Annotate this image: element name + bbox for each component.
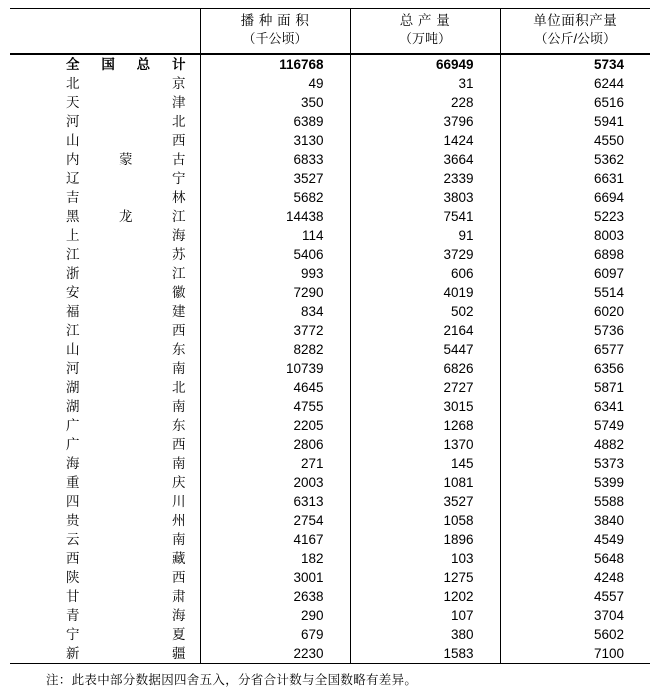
sown-area-cell: 116768 xyxy=(200,54,350,74)
region-name-cell: 江苏 xyxy=(66,246,186,262)
table-row xyxy=(10,207,650,226)
region-name-cell: 辽宁 xyxy=(66,170,186,186)
table-row xyxy=(10,264,650,283)
total-output-cell: 1202 xyxy=(350,587,500,606)
total-output-cell: 1370 xyxy=(350,435,500,454)
total-output-cell: 3664 xyxy=(350,150,500,169)
table-row xyxy=(10,359,650,378)
table-row xyxy=(10,492,650,511)
yield-per-area-cell: 5734 xyxy=(500,54,650,74)
yield-per-area-cell: 6097 xyxy=(500,264,650,283)
sown-area-cell: 993 xyxy=(200,264,350,283)
yield-per-area-cell: 6898 xyxy=(500,245,650,264)
sown-area-cell: 2638 xyxy=(200,587,350,606)
total-output-cell: 502 xyxy=(350,302,500,321)
yield-per-area-cell: 4550 xyxy=(500,131,650,150)
yield-per-area-cell: 4248 xyxy=(500,568,650,587)
column-header-yield-per-area xyxy=(500,9,650,54)
region-name-cell: 北京 xyxy=(66,75,186,91)
yield-per-area-cell: 6341 xyxy=(500,397,650,416)
yield-per-area-cell: 5648 xyxy=(500,549,650,568)
total-output-cell: 66949 xyxy=(350,54,500,74)
yield-per-area-cell: 6694 xyxy=(500,188,650,207)
region-name-cell: 山西 xyxy=(66,132,186,148)
table-row xyxy=(10,74,650,93)
sown-area-cell: 834 xyxy=(200,302,350,321)
sown-area-cell: 6313 xyxy=(200,492,350,511)
table-row xyxy=(10,340,650,359)
table-header-row xyxy=(10,9,650,54)
yield-per-area-cell: 5223 xyxy=(500,207,650,226)
total-output-cell: 3527 xyxy=(350,492,500,511)
table-row xyxy=(10,644,650,663)
total-output-cell: 2164 xyxy=(350,321,500,340)
region-name-cell: 吉林 xyxy=(66,189,186,205)
total-output-cell: 1081 xyxy=(350,473,500,492)
total-output-cell: 1275 xyxy=(350,568,500,587)
table-row xyxy=(10,454,650,473)
total-output-cell: 3803 xyxy=(350,188,500,207)
table-row xyxy=(10,226,650,245)
region-name-cell: 广西 xyxy=(66,436,186,452)
table-row xyxy=(10,93,650,112)
column-header-total-output-line2: （万吨） xyxy=(398,31,451,47)
table-row xyxy=(10,131,650,150)
region-name-cell: 福建 xyxy=(66,303,186,319)
region-name-cell: 河南 xyxy=(66,360,186,376)
region-name-cell: 山东 xyxy=(66,341,186,357)
total-output-cell: 606 xyxy=(350,264,500,283)
table-row xyxy=(10,416,650,435)
total-output-cell: 2727 xyxy=(350,378,500,397)
table-footnote: 注：此表中部分数据因四舍五入，分省合计数与全国数略有差异。 xyxy=(46,672,418,687)
region-name-cell: 全国总计 xyxy=(10,54,200,74)
table-header xyxy=(10,9,650,54)
sown-area-cell: 5406 xyxy=(200,245,350,264)
column-header-total-output-line1: 总 产 量 xyxy=(399,13,451,28)
region-name-cell: 湖南 xyxy=(66,398,186,414)
region-name-cell: 江西 xyxy=(66,322,186,338)
sown-area-cell: 3001 xyxy=(200,568,350,587)
total-output-cell: 3015 xyxy=(350,397,500,416)
sown-area-cell: 4645 xyxy=(200,378,350,397)
yield-per-area-cell: 6356 xyxy=(500,359,650,378)
total-output-cell: 2339 xyxy=(350,169,500,188)
yield-per-area-cell: 5871 xyxy=(500,378,650,397)
sown-area-cell: 679 xyxy=(200,625,350,644)
table-row xyxy=(10,530,650,549)
column-header-sown-area xyxy=(200,9,350,54)
region-name-cell: 宁夏 xyxy=(66,626,186,642)
yield-per-area-cell: 3840 xyxy=(500,511,650,530)
sown-area-cell: 7290 xyxy=(200,283,350,302)
total-output-cell: 228 xyxy=(350,93,500,112)
region-name-cell: 四川 xyxy=(66,493,186,509)
yield-per-area-cell: 6020 xyxy=(500,302,650,321)
sown-area-cell: 49 xyxy=(200,74,350,93)
table-row xyxy=(10,54,650,74)
table-row xyxy=(10,549,650,568)
region-name-cell: 海南 xyxy=(66,455,186,471)
sown-area-cell: 114 xyxy=(200,226,350,245)
region-name-cell: 甘肃 xyxy=(66,588,186,604)
region-name-cell: 河北 xyxy=(66,113,186,129)
yield-per-area-cell: 5399 xyxy=(500,473,650,492)
total-output-cell: 3796 xyxy=(350,112,500,131)
total-output-cell: 103 xyxy=(350,549,500,568)
total-output-cell: 1268 xyxy=(350,416,500,435)
yield-per-area-cell: 7100 xyxy=(500,644,650,663)
column-header-sown-area-line1: 播 种 面 积 xyxy=(240,13,310,28)
total-output-cell: 1896 xyxy=(350,530,500,549)
region-name-cell: 贵州 xyxy=(66,512,186,528)
sown-area-cell: 4755 xyxy=(200,397,350,416)
yield-per-area-cell: 5362 xyxy=(500,150,650,169)
sown-area-cell: 8282 xyxy=(200,340,350,359)
sown-area-cell: 290 xyxy=(200,606,350,625)
region-name-cell: 内蒙古 xyxy=(66,151,186,167)
region-name-cell: 重庆 xyxy=(66,474,186,490)
sown-area-cell: 2806 xyxy=(200,435,350,454)
sown-area-cell: 2230 xyxy=(200,644,350,663)
sown-area-cell: 271 xyxy=(200,454,350,473)
sown-area-cell: 6833 xyxy=(200,150,350,169)
region-name-cell: 新疆 xyxy=(66,645,186,661)
table-row xyxy=(10,321,650,340)
column-header-sown-area-line2: （千公顷） xyxy=(242,31,308,47)
table-row xyxy=(10,435,650,454)
column-header-total-output xyxy=(350,9,500,54)
sown-area-cell: 182 xyxy=(200,549,350,568)
sown-area-cell: 3772 xyxy=(200,321,350,340)
table-row xyxy=(10,606,650,625)
table-row xyxy=(10,283,650,302)
yield-per-area-cell: 5736 xyxy=(500,321,650,340)
table-row xyxy=(10,511,650,530)
region-name-cell: 上海 xyxy=(66,227,186,243)
yield-per-area-cell: 6577 xyxy=(500,340,650,359)
total-output-cell: 91 xyxy=(350,226,500,245)
table-row xyxy=(10,302,650,321)
yield-per-area-cell: 4549 xyxy=(500,530,650,549)
table-row xyxy=(10,587,650,606)
region-name-cell: 青海 xyxy=(66,607,186,623)
region-name-cell: 浙江 xyxy=(66,265,186,281)
region-name-cell: 天津 xyxy=(66,94,186,110)
sown-area-cell: 2754 xyxy=(200,511,350,530)
table-row xyxy=(10,188,650,207)
table-bottom-rule xyxy=(10,663,650,664)
table-row xyxy=(10,112,650,131)
yield-per-area-cell: 5602 xyxy=(500,625,650,644)
table-row xyxy=(10,378,650,397)
sown-area-cell: 3130 xyxy=(200,131,350,150)
table-body xyxy=(10,54,650,663)
table-row xyxy=(10,473,650,492)
total-output-cell: 380 xyxy=(350,625,500,644)
table-row xyxy=(10,568,650,587)
table-row xyxy=(10,625,650,644)
sown-area-cell: 6389 xyxy=(200,112,350,131)
total-output-cell: 7541 xyxy=(350,207,500,226)
sown-area-cell: 10739 xyxy=(200,359,350,378)
total-output-cell: 1058 xyxy=(350,511,500,530)
column-header-yield-per-area-line2: （公斤/公顷） xyxy=(534,31,617,47)
sown-area-cell: 350 xyxy=(200,93,350,112)
table-row xyxy=(10,397,650,416)
table-row xyxy=(10,150,650,169)
yield-per-area-cell: 5373 xyxy=(500,454,650,473)
yield-per-area-cell: 6244 xyxy=(500,74,650,93)
yield-per-area-cell: 5588 xyxy=(500,492,650,511)
total-output-cell: 1583 xyxy=(350,644,500,663)
region-name-cell: 湖北 xyxy=(66,379,186,395)
yield-per-area-cell: 4557 xyxy=(500,587,650,606)
yield-per-area-cell: 5749 xyxy=(500,416,650,435)
yield-per-area-cell: 3704 xyxy=(500,606,650,625)
column-header-yield-per-area-line1: 单位面积产量 xyxy=(533,13,618,28)
region-name-cell: 黑龙江 xyxy=(66,208,186,224)
yield-per-area-cell: 5514 xyxy=(500,283,650,302)
sown-area-cell: 14438 xyxy=(200,207,350,226)
region-name-cell: 安徽 xyxy=(66,284,186,300)
region-name-cell: 西藏 xyxy=(66,550,186,566)
total-output-cell: 107 xyxy=(350,606,500,625)
total-output-cell: 3729 xyxy=(350,245,500,264)
table-row xyxy=(10,169,650,188)
sown-area-cell: 2205 xyxy=(200,416,350,435)
crop-statistics-table xyxy=(10,8,650,663)
total-output-cell: 145 xyxy=(350,454,500,473)
total-output-cell: 5447 xyxy=(350,340,500,359)
total-output-cell: 31 xyxy=(350,74,500,93)
sown-area-cell: 4167 xyxy=(200,530,350,549)
yield-per-area-cell: 6631 xyxy=(500,169,650,188)
sown-area-cell: 2003 xyxy=(200,473,350,492)
column-header-region xyxy=(10,9,200,54)
yield-per-area-cell: 5941 xyxy=(500,112,650,131)
region-name-cell: 陕西 xyxy=(66,569,186,585)
region-name-cell: 云南 xyxy=(66,531,186,547)
yield-per-area-cell: 6516 xyxy=(500,93,650,112)
region-name-cell: 广东 xyxy=(66,417,186,433)
sown-area-cell: 5682 xyxy=(200,188,350,207)
sown-area-cell: 3527 xyxy=(200,169,350,188)
yield-per-area-cell: 8003 xyxy=(500,226,650,245)
total-output-cell: 4019 xyxy=(350,283,500,302)
table-row xyxy=(10,245,650,264)
yield-per-area-cell: 4882 xyxy=(500,435,650,454)
total-output-cell: 6826 xyxy=(350,359,500,378)
total-output-cell: 1424 xyxy=(350,131,500,150)
